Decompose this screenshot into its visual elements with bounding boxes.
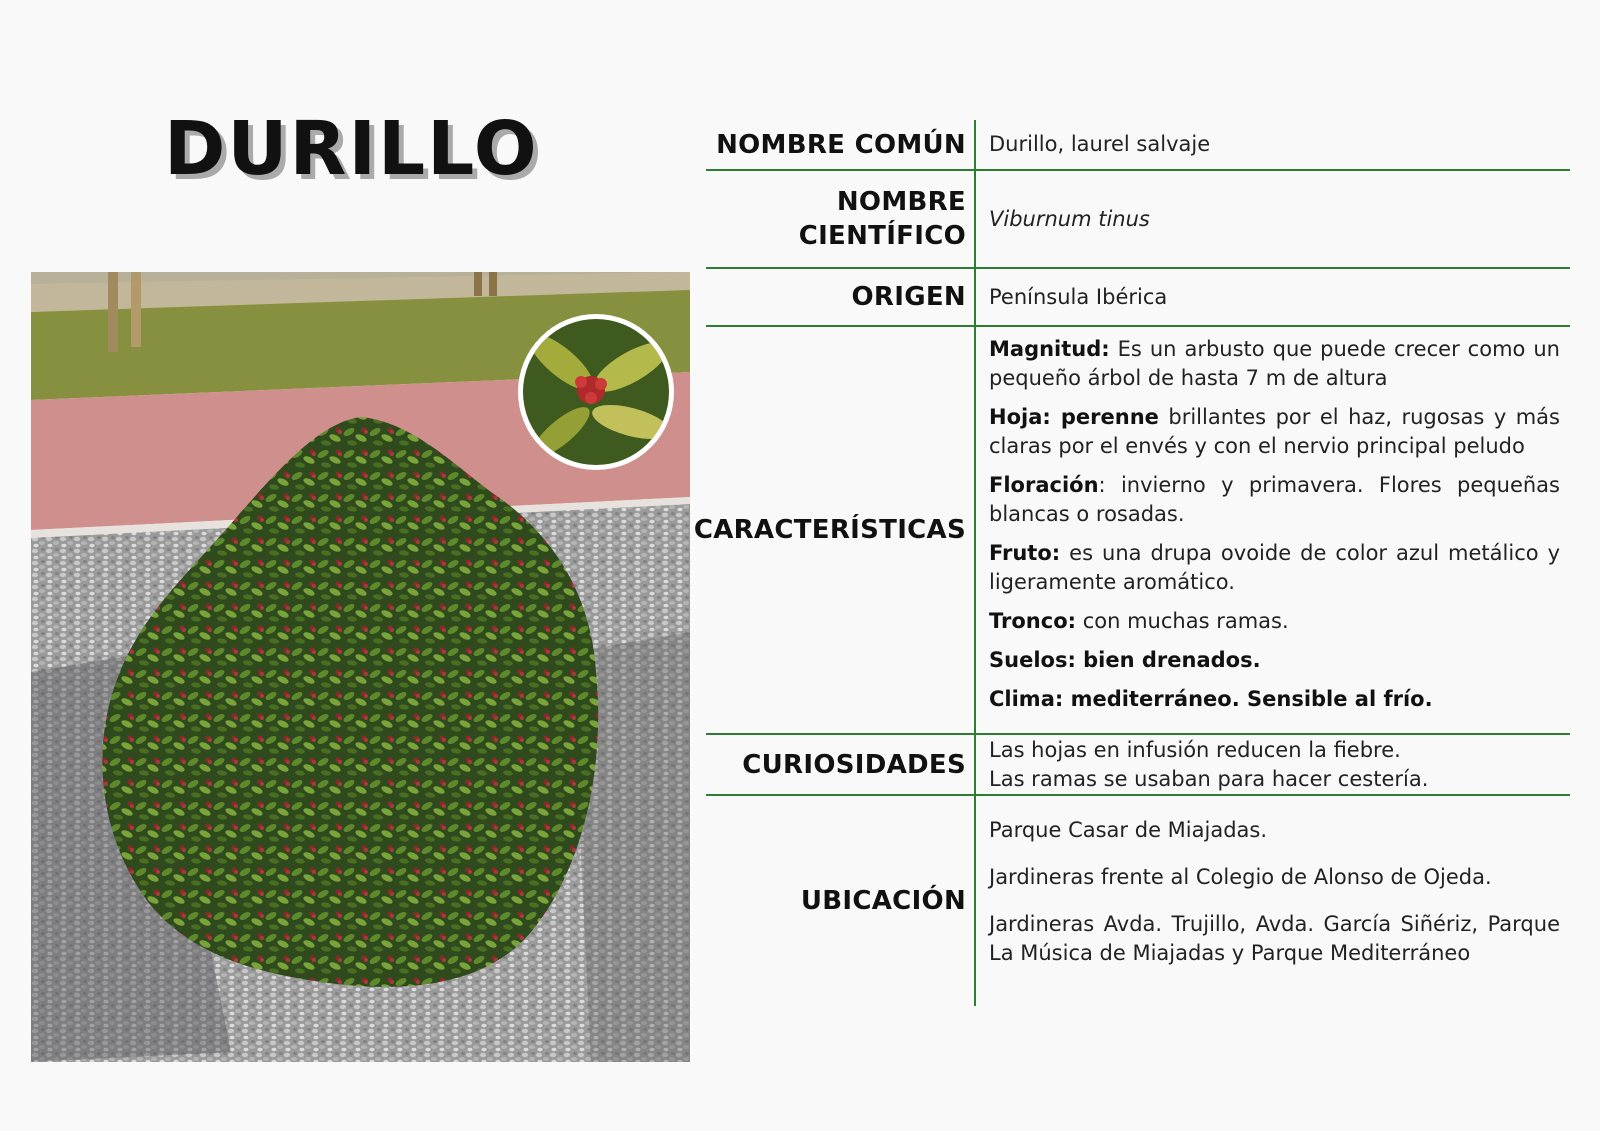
- nombre-comun-label: NOMBRE COMÚN: [706, 120, 976, 169]
- ubicacion-list: [976, 796, 1570, 1006]
- row-caracteristicas: [693, 327, 1570, 735]
- page-title: DURILLO: [164, 106, 539, 192]
- row-curiosidades: [706, 735, 1570, 796]
- curiosidades-list: [976, 735, 1570, 794]
- nombre-comun-value: Durillo, laurel salvaje: [989, 132, 1211, 156]
- row-nombre-comun: [706, 120, 1570, 171]
- row-origen: [706, 269, 1570, 327]
- nombre-cientifico-label: [706, 171, 976, 267]
- nombre-cientifico-value: Viburnum tinus: [989, 206, 1150, 231]
- row-nombre-cientifico: [706, 171, 1570, 269]
- info-table: [693, 120, 1570, 1006]
- ubicacion-item: Jardineras frente al Colegio de Alonso de Ojeda.: [989, 865, 1492, 889]
- caracteristica-item: Hoja: perenne brillantes por el haz, rugosas y más claras por el envés y con el nervio principal peludo: [989, 405, 1560, 458]
- curiosidad-line: Las ramas se usaban para hacer cestería.: [989, 766, 1429, 791]
- caracteristica-item: Fruto: es una drupa ovoide de color azul metálico y ligeramente aromático.: [989, 541, 1560, 594]
- ubicacion-item: Parque Casar de Miajadas.: [989, 818, 1268, 842]
- curiosidad-line: Las hojas en infusión reducen la fiebre.: [989, 737, 1401, 762]
- curiosidades-label: CURIOSIDADES: [706, 735, 976, 794]
- ubicacion-item: Jardineras Avda. Trujillo, Avda. García Siñériz, Parque La Música de Miajadas y Parque Mediterráneo: [989, 912, 1560, 965]
- row-ubicacion: [706, 796, 1570, 1006]
- caracteristica-item: Floración: invierno y primavera. Flores pequeñas blancas o rosadas.: [989, 473, 1560, 526]
- shrub-photo: [31, 272, 690, 1062]
- caracteristica-item: Magnitud: Es un arbusto que puede crecer como un pequeño árbol de hasta 7 m de altura: [989, 337, 1560, 390]
- caracteristicas-list: [976, 327, 1570, 733]
- caracteristica-item: Tronco: con muchas ramas.: [989, 609, 1289, 633]
- nombre-cientifico-label-line1: NOMBRE: [836, 187, 966, 217]
- nombre-cientifico-label-line2: CIENTÍFICO: [798, 221, 966, 251]
- caracteristicas-label: CARACTERÍSTICAS: [706, 327, 976, 733]
- ubicacion-label: UBICACIÓN: [706, 796, 976, 1006]
- caracteristica-item: Suelos: bien drenados.: [989, 648, 1261, 672]
- origen-label: ORIGEN: [706, 269, 976, 325]
- caracteristica-item: Clima: mediterráneo. Sensible al frío.: [989, 687, 1433, 711]
- origen-value: Península Ibérica: [989, 284, 1168, 309]
